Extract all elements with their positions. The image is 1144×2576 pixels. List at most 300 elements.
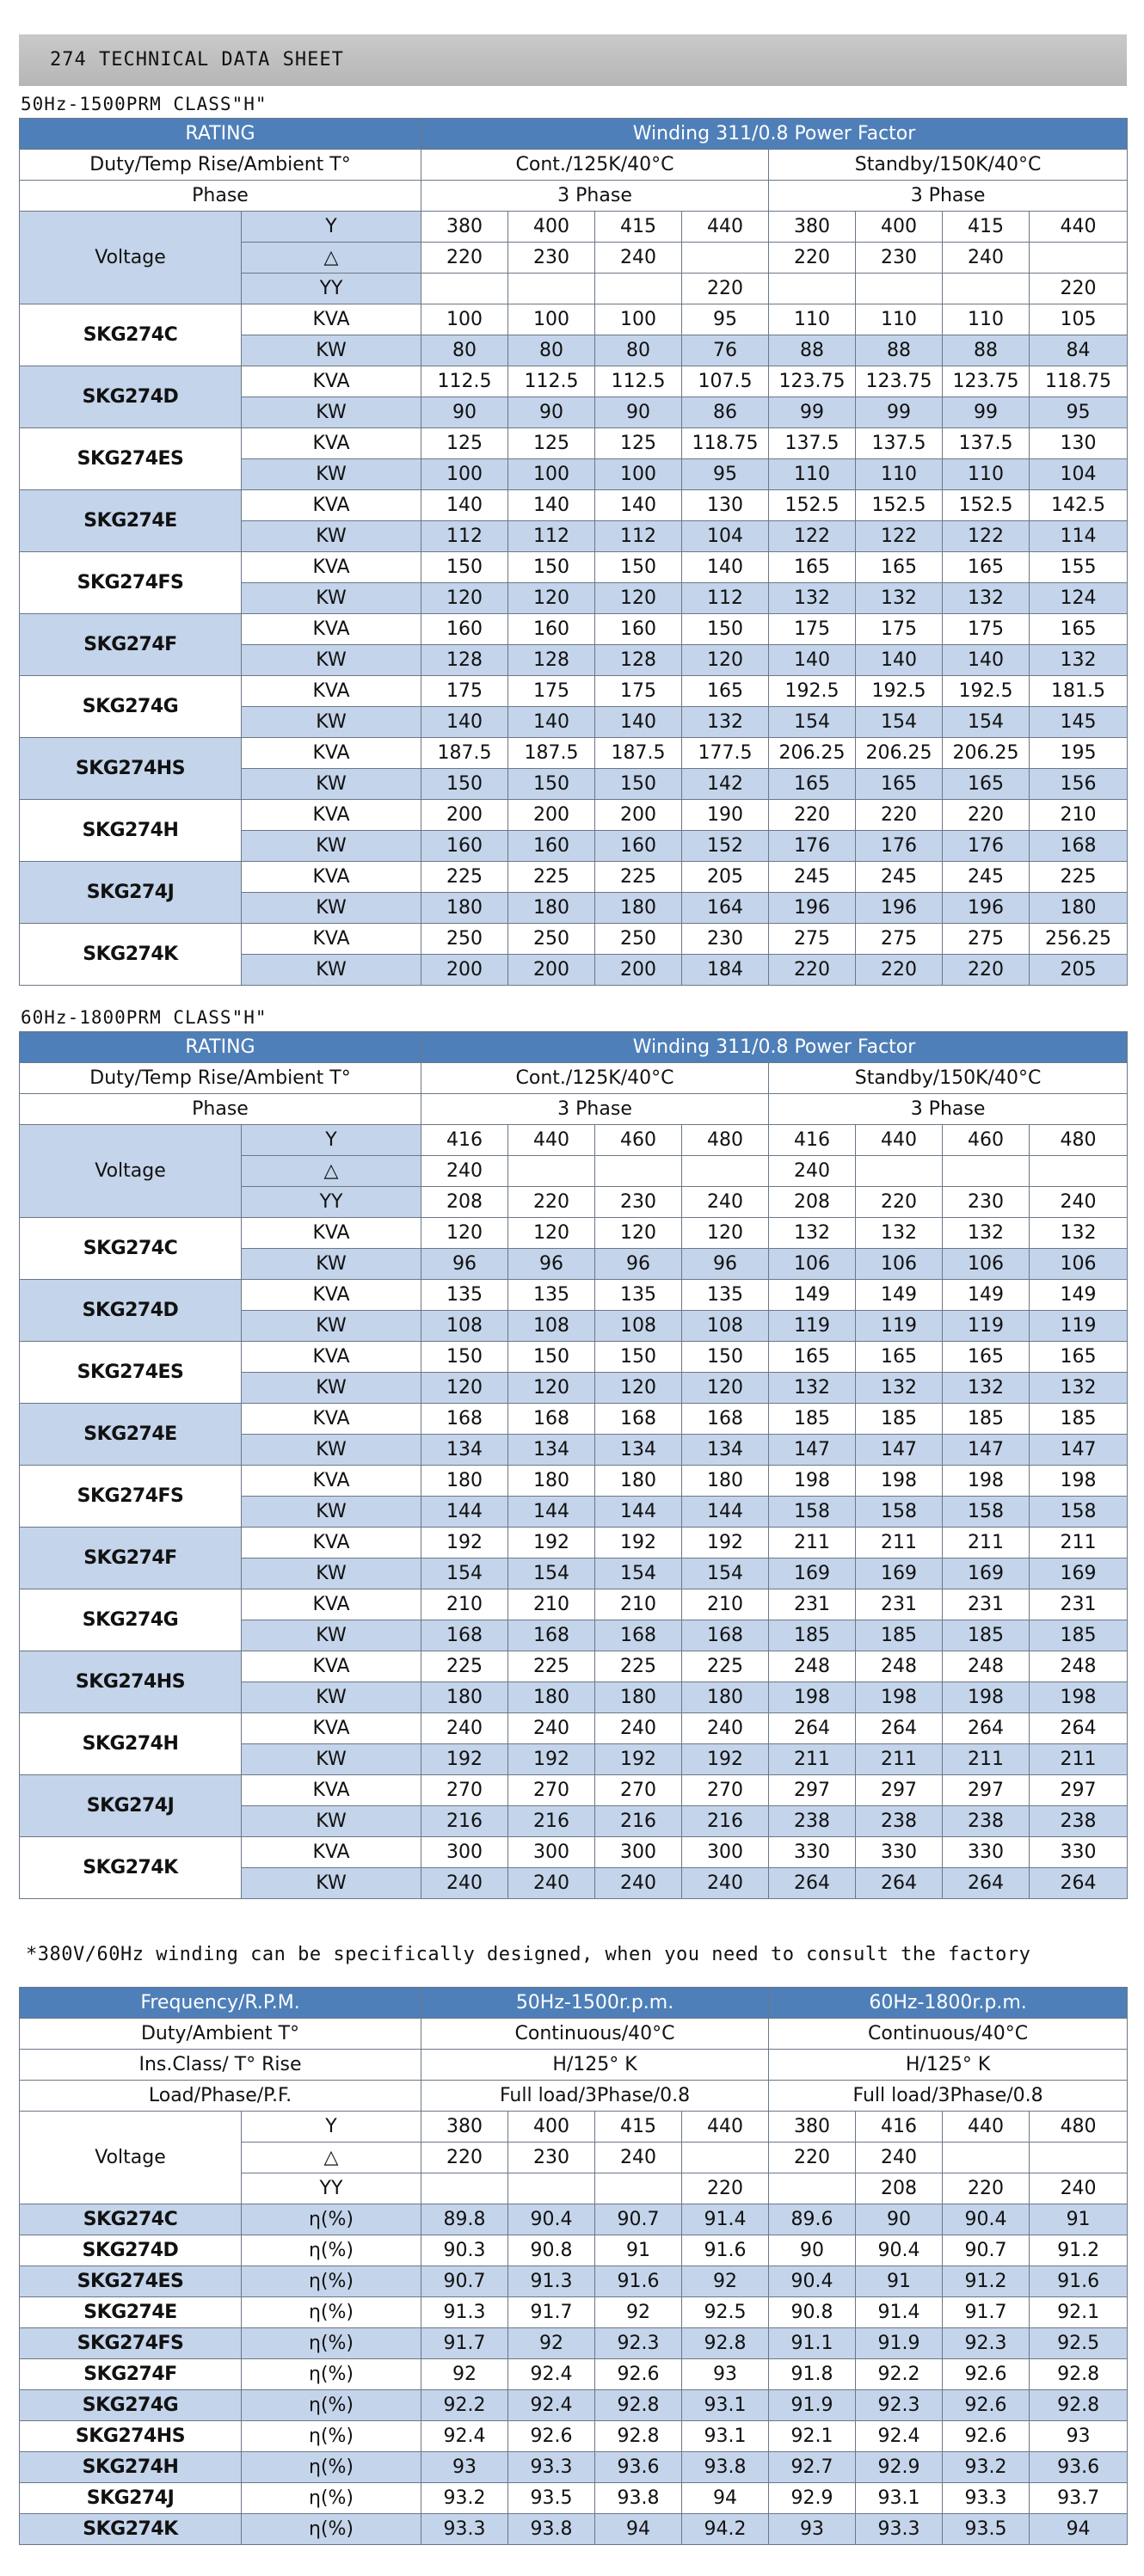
voltage-label: Voltage — [20, 212, 242, 304]
kva-value: 100 — [595, 304, 682, 335]
voltage-value: 380 — [769, 212, 856, 243]
kva-value: 250 — [595, 924, 682, 955]
voltage-value: 230 — [856, 243, 943, 274]
kva-value: 132 — [1030, 1218, 1128, 1249]
standby-header: Standby/150K/40°C — [769, 150, 1128, 181]
kw-value: 158 — [856, 1497, 943, 1528]
table-row — [20, 2297, 1128, 2328]
efficiency-unit-label: η(%) — [242, 2359, 421, 2390]
voltage-value: 220 — [1030, 274, 1128, 304]
kva-value: 210 — [421, 1589, 508, 1620]
kva-value: 185 — [856, 1404, 943, 1435]
kva-value: 132 — [769, 1218, 856, 1249]
kw-value: 154 — [943, 707, 1030, 738]
kva-value: 210 — [682, 1589, 769, 1620]
voltage-value: 220 — [769, 243, 856, 274]
efficiency-value: 91.6 — [682, 2235, 769, 2266]
efficiency-value: 90.8 — [769, 2297, 856, 2328]
kw-value: 205 — [1030, 955, 1128, 986]
table-row — [20, 1404, 1128, 1435]
kva-value: 248 — [1030, 1651, 1128, 1682]
kw-value: 96 — [682, 1249, 769, 1280]
kw-value: 122 — [943, 521, 1030, 552]
kw-value: 80 — [508, 335, 595, 366]
kw-value: 142 — [682, 769, 769, 800]
voltage-value — [856, 1156, 943, 1187]
voltage-symbol: △ — [242, 2143, 421, 2173]
kw-value: 240 — [595, 1868, 682, 1899]
kva-value: 270 — [682, 1775, 769, 1806]
kva-value: 270 — [595, 1775, 682, 1806]
kva-value: 240 — [421, 1713, 508, 1744]
kva-value: 185 — [1030, 1404, 1128, 1435]
model-name: SKG274ES — [20, 2266, 242, 2297]
kw-value: 185 — [856, 1620, 943, 1651]
kw-unit-label: KW — [242, 335, 421, 366]
table-row — [20, 2204, 1128, 2235]
voltage-value: 416 — [421, 1125, 508, 1156]
kva-value: 137.5 — [769, 428, 856, 459]
kva-value: 125 — [421, 428, 508, 459]
efficiency-value: 91.4 — [682, 2204, 769, 2235]
kva-value: 165 — [856, 552, 943, 583]
kva-unit-label: KVA — [242, 1280, 421, 1311]
kva-value: 225 — [421, 1651, 508, 1682]
kva-value: 330 — [943, 1837, 1030, 1868]
voltage-value: 220 — [856, 1187, 943, 1218]
kva-value: 165 — [1030, 1342, 1128, 1373]
voltage-value: 240 — [595, 243, 682, 274]
kw-value: 95 — [1030, 397, 1128, 428]
voltage-value: 240 — [421, 1156, 508, 1187]
voltage-value: 380 — [769, 2112, 856, 2143]
efficiency-value: 91.6 — [1030, 2266, 1128, 2297]
table-row — [20, 304, 1128, 335]
continuous-header: Cont./125K/40°C — [421, 1063, 769, 1094]
kva-value: 198 — [769, 1466, 856, 1497]
kva-value: 231 — [1030, 1589, 1128, 1620]
kva-value: 210 — [1030, 800, 1128, 831]
voltage-value — [508, 2173, 595, 2204]
kw-value: 132 — [943, 583, 1030, 614]
kw-value: 168 — [1030, 831, 1128, 862]
kw-value: 216 — [595, 1806, 682, 1837]
kw-value: 180 — [595, 893, 682, 924]
efficiency-unit-label: η(%) — [242, 2266, 421, 2297]
kw-value: 154 — [421, 1559, 508, 1589]
model-name: SKG274H — [20, 2452, 242, 2483]
load-60hz: Full load/3Phase/0.8 — [769, 2081, 1128, 2112]
model-name: SKG274HS — [20, 1651, 242, 1713]
voltage-value — [682, 1156, 769, 1187]
kw-value: 144 — [682, 1497, 769, 1528]
table-row — [20, 1125, 1128, 1156]
kw-value: 147 — [769, 1435, 856, 1466]
efficiency-value: 89.6 — [769, 2204, 856, 2235]
model-name: SKG274H — [20, 800, 242, 862]
kva-value: 200 — [421, 800, 508, 831]
standby-header: Standby/150K/40°C — [769, 1063, 1128, 1094]
kw-value: 211 — [769, 1744, 856, 1775]
efficiency-value: 94 — [1030, 2514, 1128, 2545]
efficiency-value: 91.3 — [508, 2266, 595, 2297]
kva-value: 225 — [508, 862, 595, 893]
voltage-value — [421, 274, 508, 304]
kw-value: 104 — [682, 521, 769, 552]
kw-value: 90 — [421, 397, 508, 428]
kva-value: 297 — [856, 1775, 943, 1806]
model-name: SKG274G — [20, 676, 242, 738]
kva-unit-label: KVA — [242, 1651, 421, 1682]
kw-value: 198 — [769, 1682, 856, 1713]
efficiency-value: 93 — [682, 2359, 769, 2390]
efficiency-value: 91.3 — [421, 2297, 508, 2328]
kw-value: 154 — [682, 1559, 769, 1589]
kva-value: 123.75 — [943, 366, 1030, 397]
kva-value: 140 — [595, 490, 682, 521]
efficiency-value: 93.5 — [508, 2483, 595, 2514]
kw-unit-label: KW — [242, 583, 421, 614]
voltage-value: 460 — [595, 1125, 682, 1156]
efficiency-value: 93.8 — [682, 2452, 769, 2483]
table-row — [20, 181, 1128, 212]
kw-value: 211 — [943, 1744, 1030, 1775]
kw-value: 106 — [1030, 1249, 1128, 1280]
efficiency-value: 92 — [682, 2266, 769, 2297]
kva-value: 211 — [769, 1528, 856, 1559]
kw-value: 106 — [943, 1249, 1030, 1280]
kva-value: 150 — [421, 552, 508, 583]
kw-value: 96 — [421, 1249, 508, 1280]
table-row — [20, 614, 1128, 645]
kva-unit-label: KVA — [242, 738, 421, 769]
kva-value: 200 — [508, 800, 595, 831]
kva-value: 150 — [508, 552, 595, 583]
model-name: SKG274K — [20, 1837, 242, 1899]
model-name: SKG274ES — [20, 428, 242, 490]
kw-value: 134 — [595, 1435, 682, 1466]
kw-value: 150 — [421, 769, 508, 800]
kva-value: 175 — [595, 676, 682, 707]
voltage-value — [1030, 1156, 1128, 1187]
table-row — [20, 2112, 1128, 2143]
voltage-value — [1030, 2143, 1128, 2173]
kva-value: 135 — [508, 1280, 595, 1311]
voltage-value: 380 — [421, 2112, 508, 2143]
voltage-value: 440 — [508, 1125, 595, 1156]
efficiency-value: 91.9 — [769, 2390, 856, 2421]
kw-value: 220 — [943, 955, 1030, 986]
kw-value: 144 — [421, 1497, 508, 1528]
efficiency-unit-label: η(%) — [242, 2483, 421, 2514]
voltage-value — [421, 2173, 508, 2204]
kw-value: 96 — [508, 1249, 595, 1280]
kva-value: 300 — [508, 1837, 595, 1868]
load-50hz: Full load/3Phase/0.8 — [421, 2081, 769, 2112]
kva-value: 180 — [508, 1466, 595, 1497]
kva-value: 130 — [682, 490, 769, 521]
kw-value: 238 — [856, 1806, 943, 1837]
kva-value: 248 — [943, 1651, 1030, 1682]
kva-value: 330 — [1030, 1837, 1128, 1868]
efficiency-value: 91.7 — [943, 2297, 1030, 2328]
voltage-value — [508, 1156, 595, 1187]
table-row — [20, 2483, 1128, 2514]
kva-value: 275 — [856, 924, 943, 955]
kva-value: 248 — [769, 1651, 856, 1682]
voltage-value: 230 — [508, 2143, 595, 2173]
kw-value: 180 — [421, 893, 508, 924]
kw-value: 140 — [769, 645, 856, 676]
efficiency-value: 92.4 — [508, 2390, 595, 2421]
kva-value: 192 — [421, 1528, 508, 1559]
kw-unit-label: KW — [242, 1682, 421, 1713]
table-row — [20, 738, 1128, 769]
efficiency-value: 92.9 — [769, 2483, 856, 2514]
model-name: SKG274C — [20, 2204, 242, 2235]
kva-value: 135 — [421, 1280, 508, 1311]
kva-value: 165 — [769, 552, 856, 583]
kva-value: 264 — [769, 1713, 856, 1744]
efficiency-value: 93 — [1030, 2421, 1128, 2452]
kw-value: 100 — [508, 459, 595, 490]
efficiency-value: 92.1 — [769, 2421, 856, 2452]
kw-value: 165 — [856, 769, 943, 800]
rating-header: RATING — [20, 1032, 421, 1063]
efficiency-value: 91.7 — [508, 2297, 595, 2328]
kw-value: 169 — [769, 1559, 856, 1589]
kw-value: 120 — [595, 1373, 682, 1404]
rating-table-60hz — [19, 1031, 1128, 1899]
efficiency-value: 92.2 — [856, 2359, 943, 2390]
insulation-label: Ins.Class/ T° Rise — [20, 2050, 421, 2081]
kw-value: 240 — [508, 1868, 595, 1899]
efficiency-value: 92.8 — [595, 2390, 682, 2421]
kva-value: 107.5 — [682, 366, 769, 397]
kw-value: 119 — [769, 1311, 856, 1342]
kw-value: 132 — [856, 1373, 943, 1404]
kva-value: 125 — [508, 428, 595, 459]
kva-unit-label: KVA — [242, 1466, 421, 1497]
model-name: SKG274D — [20, 1280, 242, 1342]
voltage-value: 220 — [421, 243, 508, 274]
model-name: SKG274K — [20, 2514, 242, 2545]
kva-value: 152.5 — [856, 490, 943, 521]
kw-value: 196 — [769, 893, 856, 924]
kva-value: 297 — [943, 1775, 1030, 1806]
voltage-value — [508, 274, 595, 304]
kw-value: 84 — [1030, 335, 1128, 366]
voltage-value — [595, 1156, 682, 1187]
kw-value: 176 — [943, 831, 1030, 862]
frequency-50hz: 50Hz-1500r.p.m. — [421, 1988, 769, 2019]
efficiency-value: 94.2 — [682, 2514, 769, 2545]
table-row — [20, 2050, 1128, 2081]
model-name: SKG274ES — [20, 1342, 242, 1404]
kva-value: 110 — [943, 304, 1030, 335]
kva-value: 140 — [421, 490, 508, 521]
kw-value: 90 — [595, 397, 682, 428]
kva-value: 120 — [682, 1218, 769, 1249]
kva-value: 231 — [769, 1589, 856, 1620]
efficiency-unit-label: η(%) — [242, 2421, 421, 2452]
kw-value: 144 — [508, 1497, 595, 1528]
voltage-value — [682, 243, 769, 274]
phase-standby: 3 Phase — [769, 1094, 1128, 1125]
kva-value: 195 — [1030, 738, 1128, 769]
efficiency-value: 93.3 — [508, 2452, 595, 2483]
insulation-50hz: H/125° K — [421, 2050, 769, 2081]
model-name: SKG274D — [20, 366, 242, 428]
kva-value: 123.75 — [856, 366, 943, 397]
kva-value: 160 — [595, 614, 682, 645]
voltage-label: Voltage — [20, 2112, 242, 2204]
kva-value: 275 — [943, 924, 1030, 955]
kva-value: 123.75 — [769, 366, 856, 397]
efficiency-value: 92.7 — [769, 2452, 856, 2483]
efficiency-value: 93.2 — [943, 2452, 1030, 2483]
kva-value: 220 — [856, 800, 943, 831]
kw-value: 114 — [1030, 521, 1128, 552]
kw-value: 169 — [856, 1559, 943, 1589]
kva-value: 240 — [682, 1713, 769, 1744]
kva-value: 192.5 — [769, 676, 856, 707]
kw-value: 120 — [421, 1373, 508, 1404]
kw-value: 120 — [682, 1373, 769, 1404]
kw-value: 164 — [682, 893, 769, 924]
kva-value: 192 — [508, 1528, 595, 1559]
kw-value: 169 — [1030, 1559, 1128, 1589]
efficiency-value: 93.7 — [1030, 2483, 1128, 2514]
table-row — [20, 1218, 1128, 1249]
kw-value: 112 — [682, 583, 769, 614]
kw-unit-label: KW — [242, 1249, 421, 1280]
kva-value: 187.5 — [595, 738, 682, 769]
kva-value: 112.5 — [421, 366, 508, 397]
kva-value: 187.5 — [421, 738, 508, 769]
voltage-symbol: △ — [242, 243, 421, 274]
kva-unit-label: KVA — [242, 552, 421, 583]
kw-value: 144 — [595, 1497, 682, 1528]
table-row — [20, 428, 1128, 459]
kva-value: 256.25 — [1030, 924, 1128, 955]
kva-unit-label: KVA — [242, 1404, 421, 1435]
kva-value: 300 — [421, 1837, 508, 1868]
efficiency-value: 93.5 — [943, 2514, 1030, 2545]
kva-value: 220 — [769, 800, 856, 831]
kva-value: 245 — [769, 862, 856, 893]
kva-value: 240 — [595, 1713, 682, 1744]
kw-value: 108 — [508, 1311, 595, 1342]
efficiency-value: 92.6 — [943, 2421, 1030, 2452]
model-name: SKG274C — [20, 304, 242, 366]
kw-unit-label: KW — [242, 1868, 421, 1899]
kw-value: 120 — [682, 645, 769, 676]
efficiency-value: 92.5 — [1030, 2328, 1128, 2359]
kva-value: 105 — [1030, 304, 1128, 335]
kw-value: 176 — [856, 831, 943, 862]
efficiency-unit-label: η(%) — [242, 2390, 421, 2421]
efficiency-value: 91.2 — [943, 2266, 1030, 2297]
voltage-symbol: YY — [242, 1187, 421, 1218]
voltage-value — [943, 274, 1030, 304]
voltage-symbol: Y — [242, 2112, 421, 2143]
kw-value: 100 — [421, 459, 508, 490]
kva-value: 187.5 — [508, 738, 595, 769]
voltage-value: 440 — [682, 2112, 769, 2143]
voltage-value: 415 — [595, 2112, 682, 2143]
kw-value: 128 — [421, 645, 508, 676]
kw-value: 198 — [856, 1682, 943, 1713]
model-name: SKG274FS — [20, 2328, 242, 2359]
kw-value: 196 — [856, 893, 943, 924]
kva-value: 112.5 — [508, 366, 595, 397]
model-name: SKG274F — [20, 1528, 242, 1589]
kw-value: 110 — [769, 459, 856, 490]
voltage-value: 240 — [1030, 1187, 1128, 1218]
table-row — [20, 1032, 1128, 1063]
kw-value: 132 — [682, 707, 769, 738]
efficiency-value: 92.3 — [856, 2390, 943, 2421]
table-row — [20, 1837, 1128, 1868]
kva-value: 225 — [682, 1651, 769, 1682]
kva-value: 190 — [682, 800, 769, 831]
duty-60hz: Continuous/40°C — [769, 2019, 1128, 2050]
table-row — [20, 2019, 1128, 2050]
kw-value: 119 — [943, 1311, 1030, 1342]
efficiency-value: 91.1 — [769, 2328, 856, 2359]
table-row — [20, 2328, 1128, 2359]
kva-unit-label: KVA — [242, 800, 421, 831]
kva-value: 120 — [508, 1218, 595, 1249]
table-row — [20, 1713, 1128, 1744]
kw-value: 168 — [682, 1620, 769, 1651]
kw-value: 238 — [769, 1806, 856, 1837]
kva-value: 205 — [682, 862, 769, 893]
kw-value: 120 — [595, 583, 682, 614]
efficiency-value: 92.6 — [943, 2359, 1030, 2390]
efficiency-value: 90.7 — [421, 2266, 508, 2297]
kw-value: 140 — [421, 707, 508, 738]
efficiency-value: 92.9 — [856, 2452, 943, 2483]
efficiency-value: 91 — [595, 2235, 682, 2266]
kw-unit-label: KW — [242, 1559, 421, 1589]
table-row — [20, 2081, 1128, 2112]
kva-value: 140 — [682, 552, 769, 583]
voltage-value: 220 — [682, 2173, 769, 2204]
phase-standby: 3 Phase — [769, 181, 1128, 212]
kw-value: 185 — [1030, 1620, 1128, 1651]
kva-unit-label: KVA — [242, 304, 421, 335]
kw-value: 110 — [943, 459, 1030, 490]
kw-value: 120 — [508, 1373, 595, 1404]
voltage-symbol: YY — [242, 274, 421, 304]
efficiency-value: 91.9 — [856, 2328, 943, 2359]
kw-value: 168 — [595, 1620, 682, 1651]
kva-value: 175 — [769, 614, 856, 645]
kva-value: 150 — [508, 1342, 595, 1373]
kva-value: 149 — [769, 1280, 856, 1311]
kw-value: 176 — [769, 831, 856, 862]
kva-value: 120 — [421, 1218, 508, 1249]
table-row — [20, 2235, 1128, 2266]
efficiency-value: 90 — [769, 2235, 856, 2266]
table-row — [20, 212, 1128, 243]
kw-value: 100 — [595, 459, 682, 490]
kva-value: 270 — [421, 1775, 508, 1806]
efficiency-value: 93.1 — [682, 2421, 769, 2452]
voltage-value: 220 — [508, 1187, 595, 1218]
